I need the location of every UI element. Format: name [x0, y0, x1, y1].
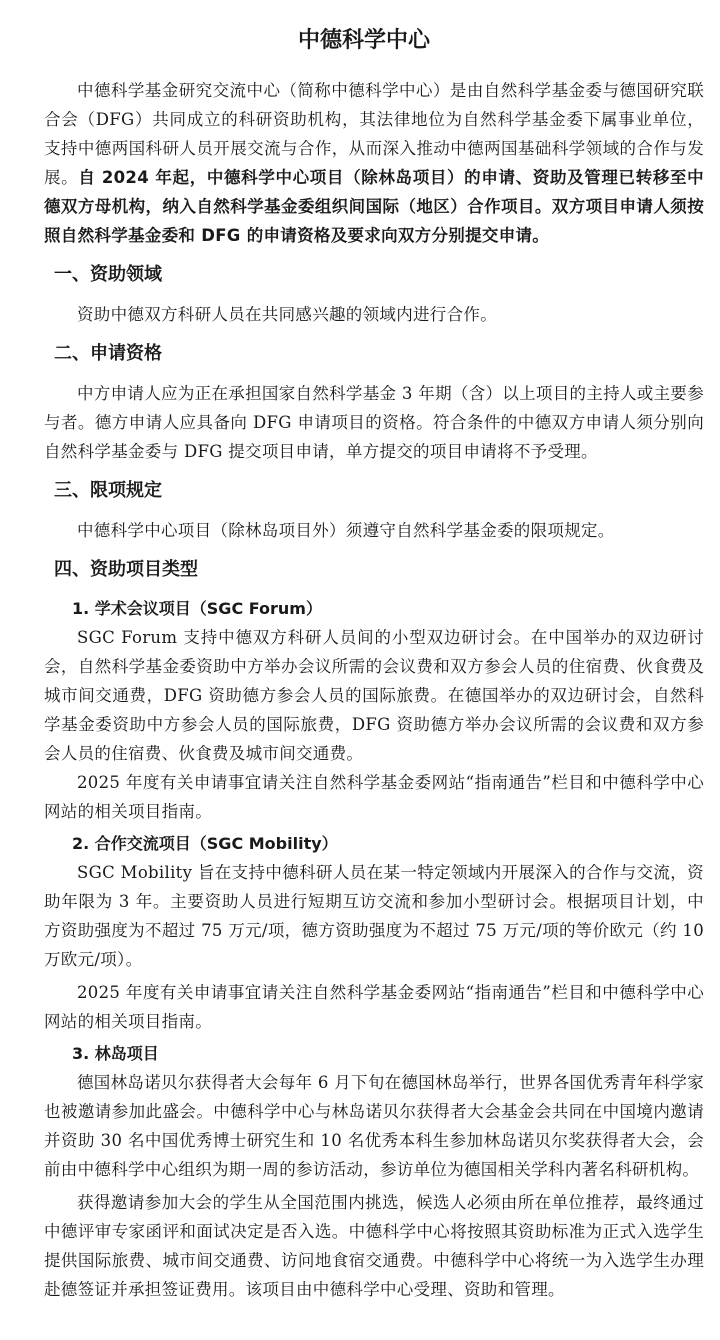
intro-paragraph [44, 76, 704, 250]
section-heading-funding-areas: 一、资助领域 [54, 264, 162, 285]
section-heading-eligibility: 二、申请资格 [54, 343, 162, 364]
intro-text: 中德科学基金研究交流中心（简称中德科学中心）是由自然科学基金委与德国研究联合会（DFG）共同成立的科研资助机构，其法律地位为自然科学基金委下属事业单位，支持中德两国科研人员开展交流与合作，从而深入推动中德两国基础科学领域的合作与发展。 [44, 81, 704, 187]
section-text-limits: 中德科学中心项目（除林岛项目外）须遵守自然科学基金委的限项规定。 [77, 521, 615, 540]
intro-bold-text: 自 2024 年起，中德科学中心项目（除林岛项目）的申请、资助及管理已转移至中德双方母机构，纳入自然科学基金委组织间国际（地区）合作项目。双方项目申请人须按照自然科学基金委和 DFG 的申请资格及要求向双方分别提交申请。 [44, 168, 704, 245]
project-paragraph: SGC Mobility 旨在支持中德科研人员在某一特定领域内开展深入的合作与交流，资助年限为 3 年。主要资助人员进行短期互访交流和参加小型研讨会。根据项目计划，中方资助强度为不超过 75 万元/项，德方资助强度为不超过 75 万元/项的等价欧元（约 10 万欧元/项）。 [44, 863, 704, 969]
section-heading-limits: 三、限项规定 [54, 480, 162, 501]
project-paragraph: 2025 年度有关申请事宜请关注自然科学基金委网站“指南通告”栏目和中德科学中心网站的相关项目指南。 [44, 773, 704, 821]
project-paragraph: 获得邀请参加大会的学生从全国范围内挑选，候选人必须由所在单位推荐，最终通过中德评审专家函评和面试决定是否入选。中德科学中心将按照其资助标准为正式入选学生提供国际旅费、城市间交通费、访问地食宿交通费。中德科学中心将统一为入选学生办理赴德签证并承担签证费用。该项目由中德科学中心受理、资助和管理。 [44, 1193, 704, 1299]
project-heading-sgc-mobility: 2. 合作交流项目（SGC Mobility） [72, 834, 338, 853]
page-title: 中德科学中心 [297, 28, 430, 53]
project-paragraph: SGC Forum 支持中德双方科研人员间的小型双边研讨会。在中国举办的双边研讨会，自然科学基金委资助中方举办会议所需的会议费和双方参会人员的住宿费、伙食费及城市间交通费，DFG 资助德方参会人员的国际旅费。在德国举办的双边研讨会，自然科学基金委资助中方参会人员的国际旅费，DFG 资助德方举办会议所需的会议费和双方参会人员的住宿费、伙食费及城市间交通费。 [44, 628, 704, 763]
project-heading-sgc-forum: 1. 学术会议项目（SGC Forum） [72, 599, 322, 618]
project-paragraph: 德国林岛诺贝尔获得者大会每年 6 月下旬在德国林岛举行，世界各国优秀青年科学家也被邀请参加此盛会。中德科学中心与林岛诺贝尔获得者大会基金会共同在中国境内邀请并资助 30 名中国优秀博士研究生和 10 名优秀本科生参加林岛诺贝尔奖获得者大会，会前由中德科学中心组织为期一周的参访活动，参访单位为德国相关学科内著名科研机构。 [44, 1073, 704, 1179]
section-text-eligibility: 中方申请人应为正在承担国家自然科学基金 3 年期（含）以上项目的主持人或主要参与者。德方申请人应具备向 DFG 申请项目的资格。符合条件的中德双方申请人须分别向自然科学基金委与 DFG 提交项目申请，单方提交的项目申请将不予受理。 [44, 384, 704, 461]
section-heading-project-types: 四、资助项目类型 [54, 559, 198, 580]
project-paragraph: 2025 年度有关申请事宜请关注自然科学基金委网站“指南通告”栏目和中德科学中心网站的相关项目指南。 [44, 983, 704, 1031]
section-text-funding-areas: 资助中德双方科研人员在共同感兴趣的领域内进行合作。 [77, 305, 497, 324]
project-heading-lindau: 3. 林岛项目 [72, 1044, 159, 1063]
